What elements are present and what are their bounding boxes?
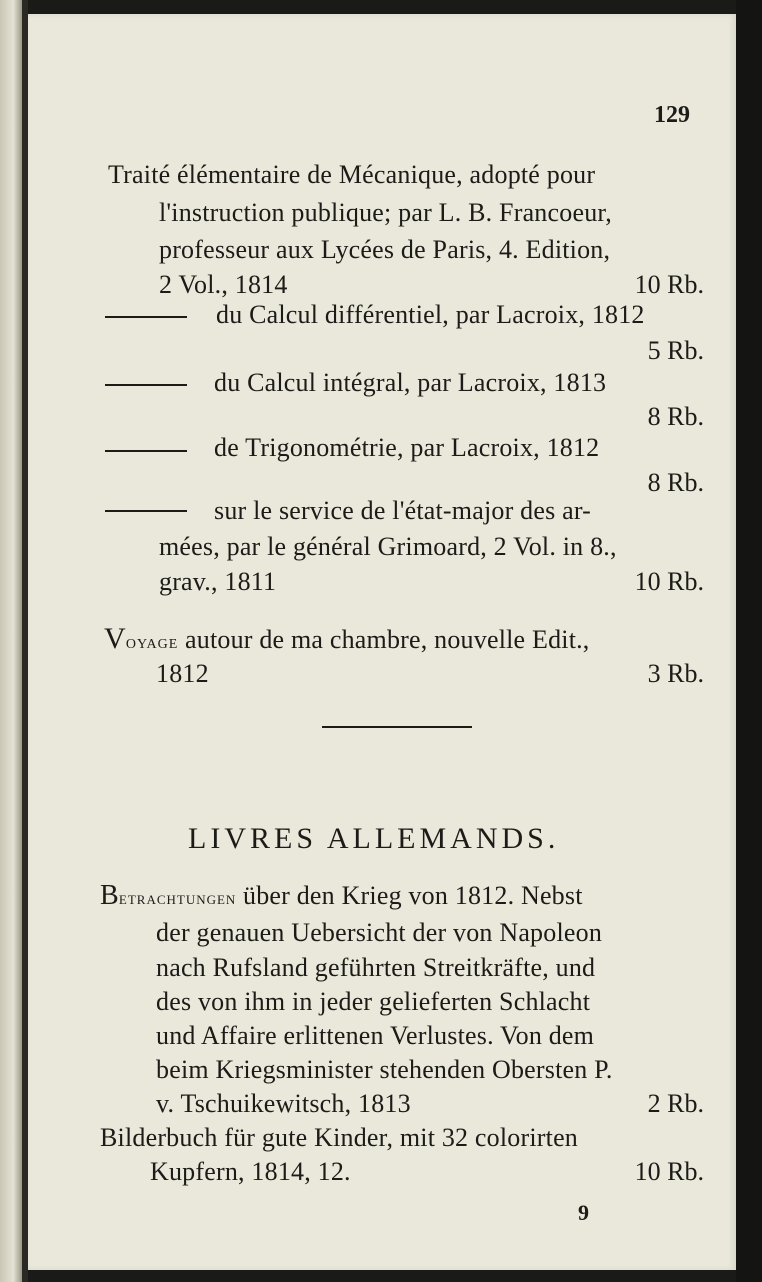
entry-mecanique-line-2: l'instruction publique; par L. B. Francoeur, (159, 198, 612, 227)
previous-page-edge (0, 0, 22, 1282)
entry-mecanique-line-4: 2 Vol., 1814 (159, 270, 288, 299)
entry-etat-major-line-3: grav., 1811 (159, 567, 277, 596)
entry-voyage-line-2: 1812 (156, 659, 209, 688)
entry-mecanique-line-3: professeur aux Lycées de Paris, 4. Edition, (159, 235, 611, 264)
background-edge (736, 0, 762, 1282)
entry-betrachtungen-line-7: v. Tschuikewitsch, 1813 (156, 1089, 411, 1118)
ditto-dash (105, 384, 187, 386)
entry-betrachtungen-line-5: und Affaire erlittenen Verlustes. Von dem (156, 1021, 595, 1050)
entry-etat-major-price: 10 Rb. (634, 567, 704, 596)
entry-betrachtungen-initial: B (100, 880, 119, 911)
book-page (28, 14, 736, 1270)
entry-calcul-integral-price: 8 Rb. (647, 402, 704, 431)
entry-bilderbuch-line-2: Kupfern, 1814, 12. (150, 1157, 351, 1186)
entry-etat-major-line-1: sur le service de l'état-major des ar- (214, 496, 592, 525)
entry-calcul-integral: du Calcul intégral, par Lacroix, 1813 (214, 368, 607, 397)
entry-betrachtungen-price: 2 Rb. (647, 1089, 704, 1118)
entry-mecanique-price: 10 Rb. (634, 270, 704, 299)
page-number: 129 (654, 102, 690, 128)
entry-voyage-rest: autour de ma chambre, nouvelle Edit., (178, 625, 590, 654)
ditto-dash (105, 316, 187, 318)
entry-voyage-initial: V (104, 622, 126, 655)
ditto-dash (105, 510, 187, 512)
entry-betrachtungen-line-4: des von ihm in jeder gelieferten Schlacht (156, 987, 591, 1016)
ditto-dash (105, 450, 187, 452)
entry-bilderbuch-line-1: Bilderbuch für gute Kinder, mit 32 colorirten (100, 1123, 579, 1152)
entry-bilderbuch-price: 10 Rb. (634, 1157, 704, 1186)
entry-calcul-differentiel-price: 5 Rb. (647, 336, 704, 365)
entry-betrachtungen-line-6: beim Kriegsminister stehenden Obersten P. (156, 1055, 613, 1084)
entry-calcul-differentiel: du Calcul différentiel, par Lacroix, 1812 (216, 300, 645, 329)
signature-mark: 9 (578, 1200, 589, 1225)
entry-etat-major-line-2: mées, par le général Grimoard, 2 Vol. in 8., (159, 532, 617, 561)
entry-voyage-smallcaps: oyage (125, 631, 179, 653)
entry-voyage-price: 3 Rb. (647, 659, 704, 688)
entry-betrachtungen-line-1 (100, 880, 583, 912)
entry-trigonometrie-price: 8 Rb. (647, 468, 704, 497)
entry-mecanique-line-1: Traité élémentaire de Mécanique, adopté pour (108, 160, 596, 189)
entry-voyage-line-1 (104, 622, 590, 656)
section-heading: LIVRES ALLEMANDS. (188, 822, 560, 855)
entry-betrachtungen-line-3: nach Rufsland geführten Streitkräfte, und (156, 953, 596, 982)
entry-betrachtungen-smallcaps: etrachtungen (118, 888, 237, 908)
entry-betrachtungen-rest: über den Krieg von 1812. Nebst (236, 881, 583, 910)
section-separator-rule (322, 726, 472, 728)
entry-betrachtungen-line-2: der genauen Uebersicht der von Napoleon (156, 918, 603, 947)
entry-trigonometrie: de Trigonométrie, par Lacroix, 1812 (214, 433, 600, 462)
